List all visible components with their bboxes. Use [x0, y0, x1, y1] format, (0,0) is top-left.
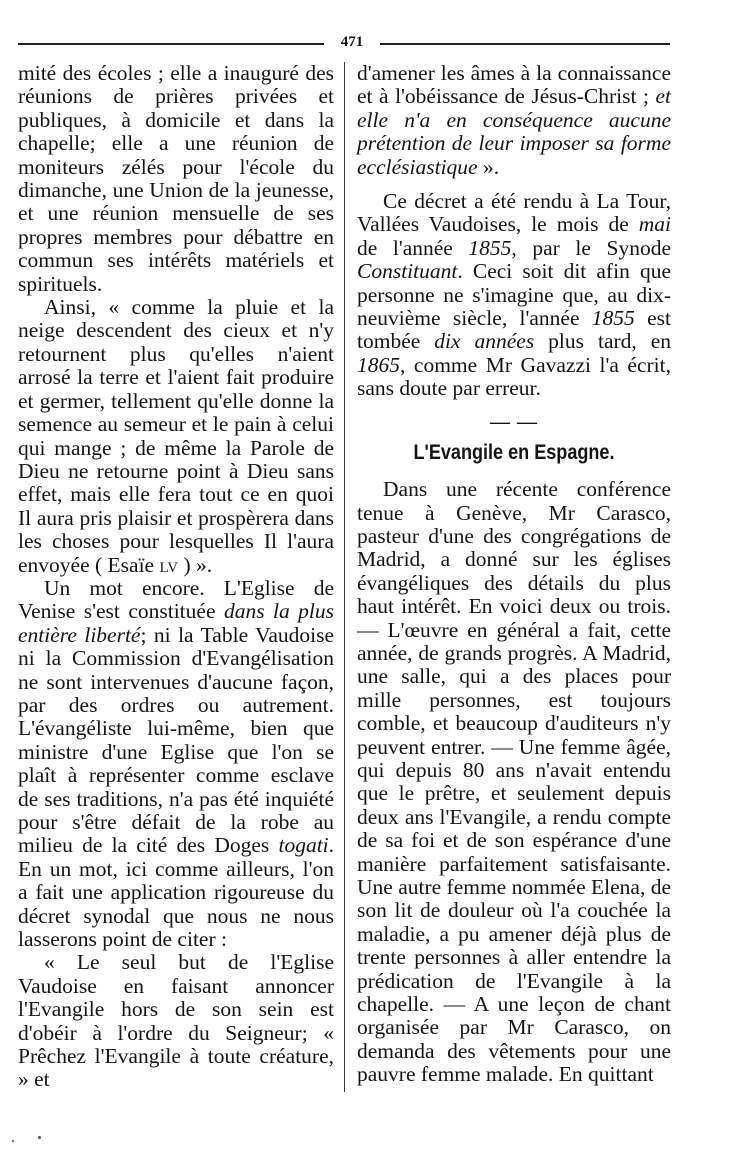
- venise-text-b: ; ni la Table Vaudoise ni la Commission d'Evangélisation ne sont intervenues d'aucune façon, par des ordres ou autrement. L'évangéliste lui-même, bien que ministre d'une Eglise que l'on se plaît à représenter comme esclave de ses traditions, n'a pas été inquiété pour s'être défait de la robe au milieu de la cité des Doges: [18, 622, 334, 858]
- page-header: [18, 32, 670, 52]
- synode-year-1865: 1865: [357, 352, 400, 377]
- synode-italic-constituant: Constituant: [357, 259, 458, 284]
- header-rule-left: [18, 43, 324, 45]
- venise-text-c: . En un mot, ici comme ailleurs, l'on a fait une application rigoureuse du décret synodal que nous ne nous lasserons point de citer :: [18, 833, 335, 952]
- right-column: [357, 62, 671, 1087]
- paragraph-decret-quote: « Le seul but de l'Eglise Vaudoise en faisant annoncer l'Evangile hors de son sein est d'obéir à l'ordre du Seigneur; « Prêchez l'Evangile à toute créature, » et: [18, 950, 334, 1092]
- column-divider: [344, 62, 345, 1092]
- section-separator: — —: [490, 410, 538, 433]
- synode-text-g: , comme Mr Gavazzi l'a écrit, sans doute par erreur.: [357, 352, 671, 401]
- venise-italic-liberte: dans la plus entière liberté: [18, 599, 335, 647]
- ainsi-text: Ainsi, « comme la pluie et la neige descendent des cieux et n'y retournent plus qu'elles n'aient arrosé la terre et l'aient fait produire et germer, tellement qu'elle donne la semence au semeur et le pain à celui qui mange ; de même la Parole de Dieu ne retourne point à Dieu sans effet, mais elle fera tout ce en quoi Il aura pris plaisir et prospèrera dans les choses pour lesquelles Il l'aura envoyée ( Esaïe: [18, 295, 334, 577]
- venise-text-a: Un mot encore. L'Eglise de Venise s'est constituée: [18, 575, 334, 624]
- synode-text-b: de l'année: [357, 235, 453, 260]
- synode-text-d: . Ceci soit dit afin que personne ne s'imagine que, au dix-neuvième siècle, l'année: [357, 259, 671, 331]
- print-speck: [12, 1140, 14, 1142]
- decret-end: ».: [482, 154, 500, 179]
- decret-text-a: d'amener les âmes à la connaissance et à l'obéissance de Jésus-Christ ;: [357, 61, 671, 109]
- paragraph-venise: [18, 577, 334, 952]
- left-column: [18, 62, 334, 1092]
- synode-italic-mai: mai: [638, 212, 672, 237]
- synode-year-1855: 1855: [468, 235, 512, 260]
- header-rule-right: [380, 43, 670, 45]
- paragraph-espagne: Dans une récente conférence tenue à Genève, Mr Carasco, pasteur d'une des congrégations de Madrid, a donné sur les églises évangéliques des détails du plus haut intérêt. En voici deux ou trois. — L'œuvre en général a fait, cette année, de grands progrès. A Madrid, une salle, qui a des places pour mille personnes, est toujours comble, et beaucoup d'auditeurs n'y peuvent entrer. — Une femme âgée, qui depuis 80 ans n'avait entendu que le prêtre, et seulement depuis deux ans l'Evangile, a rendu compte de sa foi et de son espérance d'une manière parfaitement satisfaisante. Une autre femme nommée Elena, de son lit de douleur où l'a couchée la maladie, a pu amener déjà plus de trente personnes à aller entendre la prédication de l'Evangile à la chapelle. — A une leçon de chant organisée par Mr Carasco, on demanda des vêtements pour une pauvre femme malade. En quittant: [357, 477, 671, 1087]
- print-speck: [38, 1136, 41, 1139]
- synode-text-f: plus tard, en: [548, 329, 672, 354]
- section-title: L'Evangile en Espagne.: [413, 441, 615, 465]
- synode-text-a: Ce décret a été rendu à La Tour, Vallées Vaudoises, le mois de: [357, 189, 671, 237]
- page-number: 471: [340, 34, 364, 50]
- paragraph-continuation: mité des écoles ; elle a inauguré des réunions de prières privées et publiques, à domicile et dans la chapelle; elle a une réunion de moniteurs zélés pour l'école du dimanche, une Union de la jeunesse, et une réunion mensuelle de ses propres membres pour débattre en commun ses intérêts matériels et spirituels.: [18, 61, 334, 296]
- synode-text-c: , par le Synode: [511, 235, 671, 260]
- paragraph-decret-end: [357, 62, 671, 179]
- ainsi-end: ) ».: [183, 552, 213, 577]
- synode-italic-dix: dix années: [434, 329, 535, 354]
- synode-year-1855-b: 1855: [591, 306, 635, 331]
- paragraph-ainsi: [18, 296, 334, 577]
- synode-text-e: est tombée: [357, 306, 671, 354]
- decret-italic: et elle n'a en conséquence aucune prétention de leur imposer sa forme ecclésiastique: [357, 84, 672, 179]
- paragraph-synode: [357, 190, 671, 401]
- scripture-chapter: lv: [159, 552, 179, 577]
- venise-italic-togati: togati: [278, 833, 329, 858]
